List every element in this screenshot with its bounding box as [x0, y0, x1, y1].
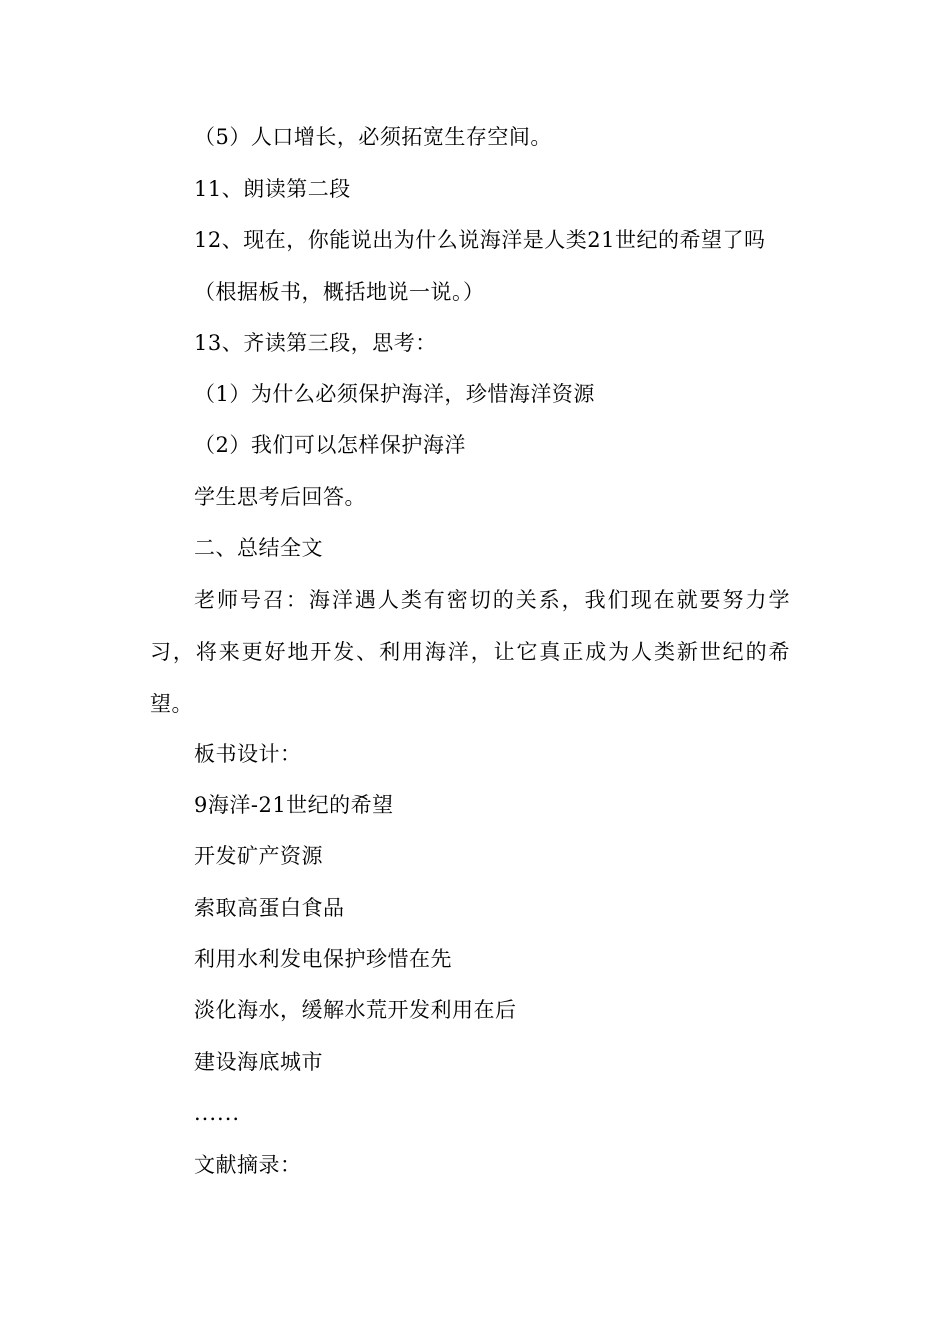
board-design-title: 9海洋-21世纪的希望 — [194, 793, 394, 817]
board-design-item: 利用水利发电保护珍惜在先 — [194, 947, 452, 971]
text-line-population: （5）人口增长，必须拓宽生存空间。 — [194, 125, 552, 149]
board-design-item: 建设海底城市 — [194, 1050, 323, 1074]
board-design-item: 淡化海水，缓解水荒开发利用在后 — [194, 998, 517, 1022]
summary-paragraph: 老师号召：海洋遇人类有密切的关系，我们现在就要努力学习，将来更好地开发、利用海洋，让它真正成为人类新世纪的希望。 — [150, 588, 790, 716]
text-line-question-1: （1）为什么必须保护海洋，珍惜海洋资源 — [194, 382, 595, 406]
text-line-read-second-paragraph: 11、朗读第二段 — [194, 177, 351, 201]
text-line-student-answer: 学生思考后回答。 — [194, 485, 366, 509]
text-line-read-third-paragraph: 13、齐读第三段，思考： — [194, 331, 437, 355]
section-heading-summary: 二、总结全文 — [194, 536, 323, 560]
text-line-board-summary-hint: （根据板书，概括地说一说。） — [194, 280, 485, 304]
board-design-ellipsis: ...... — [194, 1101, 241, 1125]
text-line-question-12: 12、现在，你能说出为什么说海洋是人类21世纪的希望了吗 — [194, 228, 766, 252]
board-design-heading: 板书设计： — [194, 742, 302, 766]
text-line-question-2: （2）我们可以怎样保护海洋 — [194, 433, 466, 457]
board-design-item: 开发矿产资源 — [194, 844, 323, 868]
excerpt-heading: 文献摘录： — [194, 1153, 302, 1177]
board-design-item: 索取高蛋白食品 — [194, 896, 345, 920]
